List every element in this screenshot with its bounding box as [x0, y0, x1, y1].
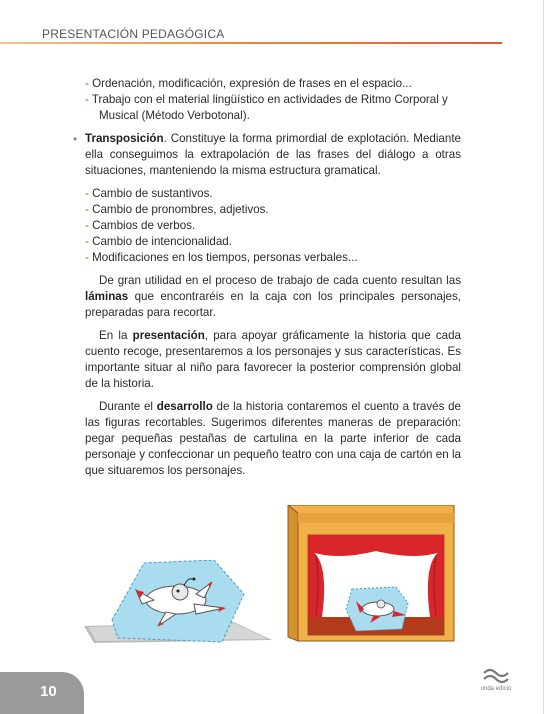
paragraph-desarrollo: Durante el desarrollo de la historia contaremos el cuento a través de las figuras recortables. Sugerimos diferentes maneras de preparación: pegar pequeñas pestañas de cartulina en la parte inferior de cada personaje y confeccionar un pequeño teatro con una caja de cartón en la que situaremos los personajes. — [85, 400, 461, 477]
list-item: - Trabajo con el material lingüístico en actividades de Ritmo Corporal y Musical (Método Verbotonal). — [85, 93, 448, 122]
logo-text: onda edicio — [480, 686, 512, 692]
bullet-icon: • — [73, 132, 78, 146]
list-item: - Modificaciones en los tiempos, personas verbales... — [85, 251, 358, 264]
puppet-theatre-illustration — [286, 505, 460, 645]
cutout-card-illustration — [84, 560, 274, 646]
page-header-title: PRESENTACIÓN PEDAGÓGICA — [42, 27, 225, 41]
transposicion-sublist — [85, 186, 461, 266]
page-number: 10 — [40, 683, 57, 700]
list-item: - Cambio de sustantivos. — [85, 187, 213, 200]
list-item: - Cambios de verbos. — [85, 219, 196, 232]
list-item: - Cambio de pronombres, adjetivos. — [85, 203, 269, 216]
transposicion-bullet — [73, 131, 461, 179]
transposicion-term: Transposición — [85, 132, 164, 145]
paragraph-laminas: De gran utilidad en el proceso de trabajo de cada cuento resultan las láminas que encontraréis en la caja con los principales personajes, preparadas para recortar. — [85, 274, 461, 319]
list-item: - Cambio de intencionalidad. — [85, 235, 232, 248]
header-rule — [0, 42, 502, 44]
main-text — [73, 76, 462, 479]
transposicion-text: . Constituye la forma primordial de explotación. Mediante ella conseguimos la extrapolación de las frases del diálogo a otras situaciones, manteniendo la misma estructura gramatical. — [85, 132, 461, 177]
paragraph-presentacion: En la presentación, para apoyar gráficamente la historia que cada cuento recoge, presentaremos a los personajes y sus características. Es importante situar al niño para favorecer la posterior comprensión global de la historia. — [85, 329, 462, 390]
publisher-logo — [476, 667, 516, 692]
list-item: - Ordenación, modificación, expresión de frases en el espacio... — [85, 77, 412, 90]
wave-logo-icon — [483, 667, 509, 683]
